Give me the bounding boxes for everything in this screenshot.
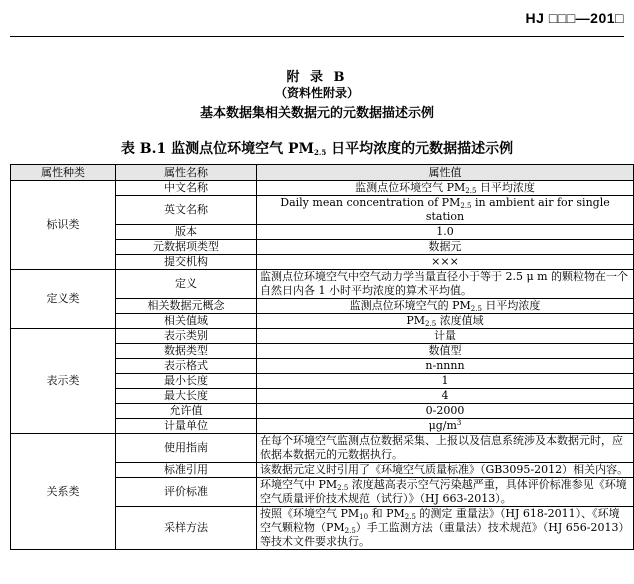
- table-row: [11, 434, 634, 463]
- table-row: [11, 270, 634, 299]
- attribute-name: 最大长度: [116, 389, 257, 404]
- table-header-row: [11, 165, 634, 181]
- attribute-name: 采样方法: [116, 507, 257, 550]
- table-row: [11, 329, 634, 344]
- attribute-name: 版本: [116, 225, 257, 240]
- attribute-value: 该数据元定义时引用了《环境空气质量标准》（GB3095-2012）相关内容。: [257, 463, 634, 478]
- attribute-name: 相关值域: [116, 314, 257, 329]
- header-value: 属性值: [257, 165, 634, 181]
- attribute-name: 使用指南: [116, 434, 257, 463]
- table-row: [11, 181, 634, 196]
- attribute-value: 计量: [257, 329, 634, 344]
- attribute-value: 4: [257, 389, 634, 404]
- attribute-value: ×××: [257, 255, 634, 270]
- attribute-name: 允许值: [116, 404, 257, 419]
- category-cell: 标识类: [11, 181, 116, 270]
- attribute-value: $PM_{2.5}$ 浓度值域: [257, 314, 634, 329]
- attribute-name: 数据类型: [116, 344, 257, 359]
- metadata-table: [10, 164, 634, 550]
- attribute-name: 中文名称: [116, 181, 257, 196]
- category-cell: 定义类: [11, 270, 116, 329]
- header-category: 属性种类: [11, 165, 116, 181]
- attribute-value: 数据元: [257, 240, 634, 255]
- attribute-value: 监测点位环境空气中空气动力学当量直径小于等于 2.5 μ m 的颗粒物在一个自然日内各 1 小时平均浓度的算术平均值。: [257, 270, 634, 299]
- attribute-name: 计量单位: [116, 419, 257, 434]
- attribute-value: n-nnnn: [257, 359, 634, 374]
- attribute-value: 监测点位环境空气 $PM_{2.5}$ 日平均浓度: [257, 181, 634, 196]
- table-title: 表 B.1 监测点位环境空气 $PM_{2.5}$ 日平均浓度的元数据描述示例: [120, 141, 514, 157]
- attribute-name: 英文名称: [116, 196, 257, 225]
- attribute-value: 环境空气中 $PM_{2.5}$ 浓度越高表示空气污染越严重，具体评价标准参见《环境空气质量评价技术规范（试行）》（HJ 663-2013）。: [257, 478, 634, 507]
- attribute-value: 1: [257, 374, 634, 389]
- attribute-name: 表示类别: [116, 329, 257, 344]
- category-cell: 关系类: [11, 434, 116, 550]
- category-cell: 表示类: [11, 329, 116, 434]
- attribute-name: 定义: [116, 270, 257, 299]
- standard-code: HJ □□□—201□: [525, 10, 624, 26]
- attribute-name: 评价标准: [116, 478, 257, 507]
- attribute-value: 数值型: [257, 344, 634, 359]
- attribute-name: 元数据项类型: [116, 240, 257, 255]
- attribute-value: $\mu g/m^3$: [257, 419, 634, 434]
- appendix-label: 附 录 B: [286, 70, 348, 85]
- attribute-value: Daily mean concentration of $PM_{2.5}$ in ambient air for single station: [257, 196, 634, 225]
- header-name: 属性名称: [116, 165, 257, 181]
- appendix-title: 基本数据集相关数据元的元数据描述示例: [199, 106, 434, 121]
- attribute-name: 标准引用: [116, 463, 257, 478]
- header-divider: [10, 36, 624, 37]
- attribute-name: 最小长度: [116, 374, 257, 389]
- attribute-name: 提交机构: [116, 255, 257, 270]
- appendix-subtitle: （资料性附录）: [274, 86, 359, 100]
- attribute-value: 0-2000: [257, 404, 634, 419]
- attribute-name: 相关数据元概念: [116, 299, 257, 314]
- attribute-value: 监测点位环境空气的 $PM_{2.5}$ 日平均浓度: [257, 299, 634, 314]
- attribute-value: 按照《环境空气 $PM_{10}$ 和 $PM_{2.5}$ 的测定 重量法》（HJ 618-2011）、《环境空气颗粒物$(PM_{2.5})$手工监测方法（重量法）技术规范》（HJ 656-2013）等技术文件要求执行。: [257, 507, 634, 550]
- attribute-value: 在每个环境空气监测点位数据采集、上报以及信息系统涉及本数据元时，应依据本数据元的元数据执行。: [257, 434, 634, 463]
- attribute-value: 1.0: [257, 225, 634, 240]
- attribute-name: 表示格式: [116, 359, 257, 374]
